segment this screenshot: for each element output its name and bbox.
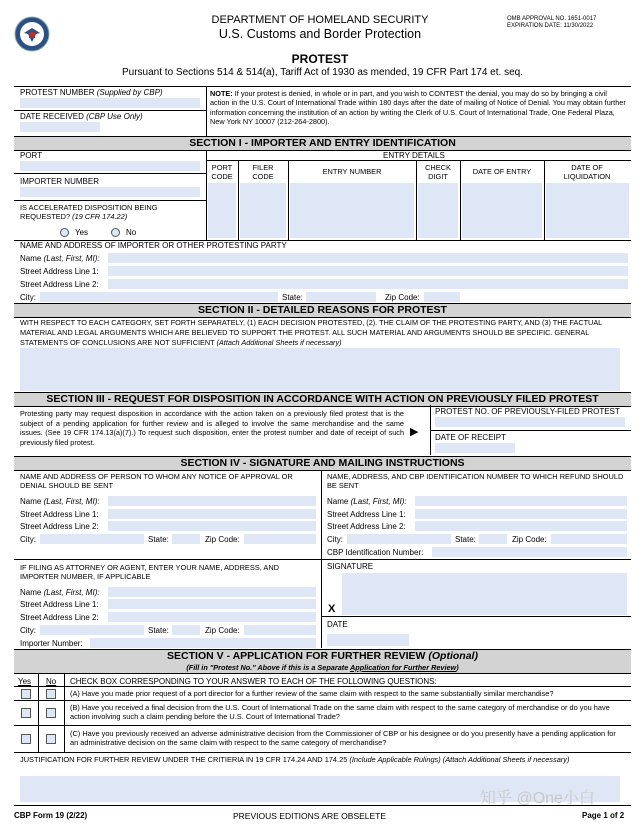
state-label: State: [282,293,303,302]
yes-column-header: Yes [18,677,32,686]
date-of-entry-input[interactable] [462,183,542,238]
notice-street2-input[interactable] [108,521,316,531]
form-subtitle: Pursuant to Sections 514 & 514(a), Tariff Act of 1930 as mended, 19 CFR Part 174 et. seq. [122,67,523,78]
attorney-zip-input[interactable] [244,625,316,635]
date-received-label: DATE RECEIVED (CBP Use Only) [20,112,143,121]
reasons-input[interactable] [20,348,620,391]
filer-code-input[interactable] [240,183,286,238]
cbp-id-input[interactable] [432,547,627,557]
section-5-instructions: CHECK BOX CORRESPONDING TO YOUR ANSWER TO EACH OF THE FOLLOWING QUESTIONS: [70,677,437,686]
date-of-receipt-label: DATE OF RECEIPT [435,433,506,442]
date-label: DATE [327,620,348,629]
importer-name-input[interactable] [108,253,628,263]
previous-editions-note: PREVIOUS EDITIONS ARE OBSELETE [233,811,387,821]
date-of-entry-header: DATE OF ENTRY [472,167,532,176]
yes-label: Yes [75,228,89,237]
entry-details-label: ENTRY DETAILS [383,151,445,160]
protest-number-input[interactable] [20,98,200,108]
attorney-street1-input[interactable] [108,599,316,609]
refund-recipient-label: NAME, ADDRESS, AND CBP IDENTIFICATION NUMBER TO WHICH REFUND SHOULD BE SENT [327,472,624,490]
no-column-header: No [46,677,57,686]
refund-street1-input[interactable] [415,509,627,519]
attorney-state-input[interactable] [172,625,200,635]
refund-zip-input[interactable] [551,534,627,544]
question-c-yes-checkbox[interactable] [21,734,31,744]
attorney-label: IF FILING AS ATTORNEY OR AGENT, ENTER YOUR NAME, ADDRESS, AND IMPORTER NUMBER, IF APPLICABLE [20,563,279,581]
section-5-title: SECTION V - APPLICATION FOR FURTHER REVIEW (Optional) [167,650,478,662]
notice-recipient-label: NAME AND ADDRESS OF PERSON TO WHOM ANY NOTICE OF APPROVAL OR DENIAL SHOULD BE SENT [20,472,293,490]
form-title: PROTEST [291,52,349,66]
zip-label: Zip Code: [385,293,420,302]
port-code-input[interactable] [208,183,236,238]
agency-name: U.S. Customs and Border Protection [218,27,422,41]
expiration-date: EXPIRATION DATE: 11/30/2022 [507,23,594,29]
port-input[interactable] [20,161,200,171]
notice-name-label: Name (Last, First, MI): [20,497,100,506]
date-input[interactable] [327,634,409,646]
notice-name-input[interactable] [108,496,316,506]
notice-zip-input[interactable] [244,534,316,544]
signature-label: SIGNATURE [327,562,374,571]
entry-number-input[interactable] [290,183,414,238]
section-5-subtitle: (Fill in "Protest No." Above if this is a Separate Application for Further Review) [186,663,459,672]
city-label: City: [20,293,36,302]
question-a-yes-checkbox[interactable] [21,689,31,699]
refund-state-label: State: [455,535,476,544]
signature-input[interactable] [342,573,627,615]
notice-city-label: City: [20,535,36,544]
importer-name-address-label: NAME AND ADDRESS OF IMPORTER OR OTHER PROTESTING PARTY [20,241,287,250]
dhs-seal-icon [14,16,50,52]
attorney-state-label: State: [148,626,169,635]
omb-number: OMB APPROVAL NO. 1651-0017 [507,16,597,22]
date-received-input[interactable] [20,122,100,132]
justification-label: JUSTIFICATION FOR FURTHER REVIEW UNDER THE CRITIERIA IN 19 CFR 174.24 AND 174.25 (Include Applicable Rulings) (Attach Additional Sheets if necessary) [20,755,570,764]
filer-code-header: FILER CODE [252,163,274,181]
question-c-text: (C) Have you previously received an adverse administrative decision from the Commissioner of CBP or his designee or do you presently have a pending application for an administrative decision on the same claim with respect to the same category of merchandise? [70,729,616,747]
accelerated-label: IS ACCELERATED DISPOSITION BEING REQUESTED? (19 CFR 174.22) [20,203,158,221]
importer-street1-input[interactable] [108,266,628,276]
section-3-header: SECTION III - REQUEST FOR DISPOSITION IN ACCORDANCE WITH ACTION ON PREVIOUSLY FILED PROTEST [14,392,631,407]
refund-street2-input[interactable] [415,521,627,531]
importer-zip-input[interactable] [424,292,460,302]
arrow-icon: ▶ [410,426,419,438]
attorney-name-label: Name (Last, First, MI): [20,588,100,597]
attorney-street2-label: Street Address Line 2: [20,613,99,622]
date-of-liquidation-input[interactable] [546,183,629,238]
form-number: CBP Form 19 (2/22) [14,811,88,820]
prev-protest-input[interactable] [435,417,625,427]
section-2-header: SECTION II - DETAILED REASONS FOR PROTEST [14,303,631,318]
check-digit-header: CHECK DIGIT [425,163,451,181]
question-b-yes-checkbox[interactable] [21,708,31,718]
attorney-street1-label: Street Address Line 1: [20,600,99,609]
importer-street2-input[interactable] [108,279,628,289]
notice-street2-label: Street Address Line 2: [20,522,99,531]
refund-city-label: City: [327,535,343,544]
department-name: DEPARTMENT OF HOMELAND SECURITY [211,14,429,26]
refund-name-input[interactable] [415,496,627,506]
section-1-header: SECTION I - IMPORTER AND ENTRY IDENTIFICATION [14,136,631,151]
date-of-liquidation-header: DATE OF LIQUIDATION [563,163,611,181]
refund-street1-label: Street Address Line 1: [327,510,406,519]
cbp-id-label: CBP Identification Number: [327,548,424,557]
question-a-no-checkbox[interactable] [46,689,56,699]
accelerated-yes-radio[interactable] [60,228,69,237]
protest-number-label: PROTEST NUMBER (Supplied by CBP) [20,88,163,97]
name-label: Name (Last, First, MI): [20,254,100,263]
attorney-city-input[interactable] [40,625,144,635]
question-c-no-checkbox[interactable] [46,734,56,744]
refund-zip-label: Zip Code: [512,535,547,544]
refund-name-label: Name (Last, First, MI): [327,497,407,506]
refund-street2-label: Street Address Line 2: [327,522,406,531]
importer-number-label: IMPORTER NUMBER [20,177,99,186]
section-5-header [14,649,631,674]
refund-city-input[interactable] [347,534,451,544]
date-of-receipt-input[interactable] [435,443,515,453]
attorney-importer-number-label: Importer Number: [20,639,83,648]
notice-street1-input[interactable] [108,509,316,519]
notice-state-input[interactable] [172,534,200,544]
attorney-city-label: City: [20,626,36,635]
port-code-header: PORT CODE [211,163,233,181]
refund-state-input[interactable] [479,534,507,544]
attorney-name-input[interactable] [108,587,316,597]
entry-number-header: ENTRY NUMBER [322,167,382,176]
section-2-instructions: WITH RESPECT TO EACH CATEGORY, SET FORTH SEPARATELY, (1) EACH DECISION PROTESTED, (2). THE CLAIM OF THE PROTESTING PARTY, AND (3) THE FACTUAL MATERIAL AND LEGAL ARGUMENTS WHICH ARE BELIEVED TO SUPPORT THE PROTEST. ALL SUCH MATERIAL AND ARGUMENTS SHOULD BE SPECIFIC. GENERAL STATEMENTS OF CONCLUSIONS ARE NOT SUFFICIENT (Attach Additional Sheets if necessary) [20,318,602,347]
notice-street1-label: Street Address Line 1: [20,510,99,519]
port-label: PORT [20,151,43,160]
street2-label: Street Address Line 2: [20,280,99,289]
importer-city-input[interactable] [40,292,278,302]
attorney-street2-input[interactable] [108,612,316,622]
watermark: 知乎 @One小白 [480,790,595,807]
no-label: No [126,228,137,237]
prev-protest-label: PROTEST NO. OF PREVIOUSLY-FILED PROTEST [435,407,620,416]
importer-number-input[interactable] [20,187,200,197]
question-b-no-checkbox[interactable] [46,708,56,718]
notice-city-input[interactable] [40,534,144,544]
question-b-text: (B) Have you received a final decision from the U.S. Court of International Trade on the same claim with respect to the same category of merchandise or do you have action involving such a claim pending before the U.S. Court of International Trade? [70,703,610,721]
question-a-text: (A) Have you made prior request of a port director for a further review of the same claim with respect to the same substantially similar merchandise? [70,689,554,698]
importer-state-input[interactable] [306,292,376,302]
notice-state-label: State: [148,535,169,544]
notice-zip-label: Zip Code: [205,535,240,544]
section-3-instructions: Protesting party may request disposition in accordance with the action taken on a previously filed protest that is the subject of a pending application for further review and is alleged to involve the same merchandise and the same issues. (See 19 CFR 174.13(a)(7).) To request such disposition, enter the protest number and date of receipt of such previously filed protest. [20,409,404,447]
check-digit-input[interactable] [418,183,458,238]
street1-label: Street Address Line 1: [20,267,99,276]
section-4-header: SECTION IV - SIGNATURE AND MAILING INSTRUCTIONS [14,456,631,471]
accelerated-no-radio[interactable] [111,228,120,237]
attorney-importer-number-input[interactable] [90,638,316,648]
signature-x-mark: X [328,603,336,615]
note-text: NOTE: If your protest is denied, in whole or in part, and you wish to CONTEST the denial, you may do so by bringing a civil action in the U.S. Court of International Trade within 180 days after the date of mailing of Notice of Denial. You may obtain further information concerning the institution of an action by writing the Clerk of U.S. Court of International Trade, One Federal Plaza, New York NY 10007 (212-264-2800). [210,89,626,126]
attorney-zip-label: Zip Code: [205,626,240,635]
page-number: Page 1 of 2 [582,811,625,820]
